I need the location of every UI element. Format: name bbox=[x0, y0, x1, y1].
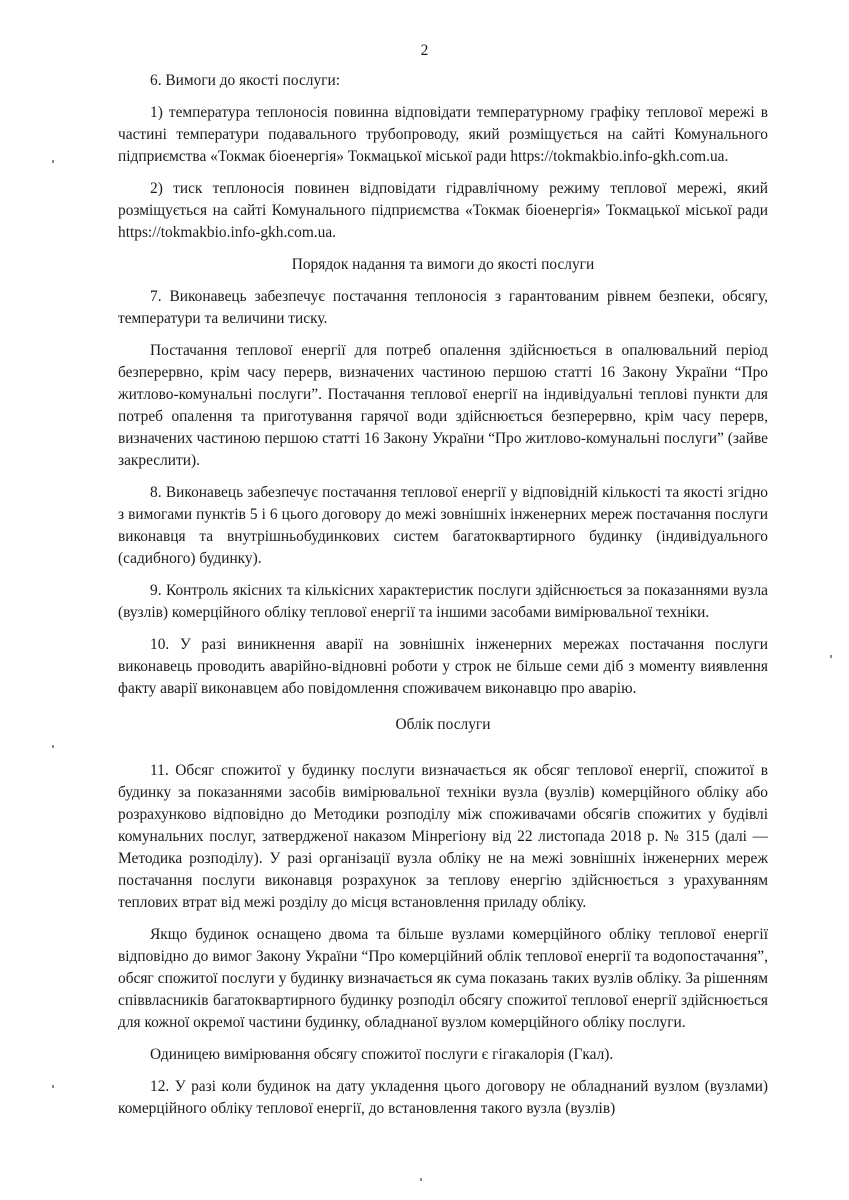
scan-speck bbox=[830, 655, 832, 658]
paragraph-9: 9. Контроль якісних та кількісних характеристик послуги здійснюється за показаннями вузла (вузлів) комерційного обліку теплової енергії та іншими засобами вимірювальної техніки. bbox=[118, 582, 768, 621]
scan-speck bbox=[52, 160, 54, 163]
paragraph-8: 8. Виконавець забезпечує постачання теплової енергії у відповідній кількості та якості згідно з вимогами пунктів 5 і 6 цього договору до межі зовнішніх інженерних мереж постачання послуги виконавця та внутрішньобудинкових систем багатоквартирного будинку (індивідуального (садибного) будинку). bbox=[118, 484, 768, 567]
paragraph-heat-supply: Постачання теплової енергії для потреб опалення здійснюється в опалювальний період безперервно, крім часу перерв, визначених частиною першою статті 16 Закону України “Про житлово-комунальні послуги”. Постачання теплової енергії на індивідуальні теплові пункти для потреб опалення та приготування гарячої води здійснюється безперервно, крім часу перерв, визначених частиною першою статті 16 Закону України “Про житлово-комунальні послуги” (зайве закреслити). bbox=[118, 342, 768, 469]
heading-provision-order: Порядок надання та вимоги до якості послуги bbox=[291, 256, 595, 273]
heading-service-accounting: Облік послуги bbox=[395, 716, 491, 733]
paragraph-section-6: 6. Вимоги до якості послуги: bbox=[150, 72, 340, 89]
page-number: 2 bbox=[420, 42, 429, 59]
paragraph-11: 11. Обсяг спожитої у будинку послуги визначається як обсяг теплової енергії, спожитої в будинку за показаннями засобів вимірювальної техніки вузла (вузлів) комерційного обліку або розрахунково відповідно до Методики розподілу між споживачами обсягів спожитих у будівлі комунальних послуг, затвердженої наказом Мінрегіону від 22 листопада 2018 р. № 315 (далі — Методика розподілу). У разі організації вузла обліку не на межі зовнішніх інженерних мереж постачання послуги виконавця розрахунок за теплову енергію здійснюється з урахуванням теплових втрат від межі розділу до місця встановлення приладу обліку. bbox=[118, 762, 768, 911]
paragraph-10: 10. У разі виникнення аварії на зовнішніх інженерних мережах постачання послуги виконавець проводить аварійно-відновні роботи у строк не більше семи діб з моменту виявлення факту аварії виконавцем або повідомлення споживачем виконавцю про аварію. bbox=[118, 636, 768, 697]
paragraph-unit: Одиницею вимірювання обсягу спожитої послуги є гігакалорія (Гкал). bbox=[150, 1046, 614, 1063]
paragraph-item-1: 1) температура теплоносія повинна відповідати температурному графіку теплової мережі в частині температури подавального трубопроводу, який розміщується на сайті Комунального підприємства «Токмак біоенергія» Токмацької міської ради https://tokmakbio.info-gkh.com.ua. bbox=[118, 104, 768, 165]
scan-speck bbox=[52, 1085, 54, 1088]
paragraph-multiple-meters: Якщо будинок оснащено двома та більше вузлами комерційного обліку теплової енергії відповідно до вимог Закону України “Про комерційний облік теплової енергії та водопостачання”, обсяг спожитої послуги у будинку визначається як сума показань таких вузлів обліку. За рішенням співвласників багатоквартирного будинку розподіл обсягу спожитої теплової енергії здійснюється для кожної окремої частини будинку, обладнаної вузлом комерційного обліку послуги. bbox=[118, 926, 768, 1031]
document-body bbox=[118, 70, 768, 1120]
paragraph-12: 12. У разі коли будинок на дату укладення цього договору не обладнаний вузлом (вузлами) комерційного обліку теплової енергії, до встановлення такого вузла (вузлів) bbox=[118, 1078, 768, 1117]
paragraph-item-2: 2) тиск теплоносія повинен відповідати гідравлічному режиму теплової мережі, який розміщується на сайті Комунального підприємства «Токмак біоенергія» Токмацької міської ради https://tokmakbio.info-gkh.com.ua. bbox=[118, 180, 768, 241]
paragraph-7: 7. Виконавець забезпечує постачання теплоносія з гарантованим рівнем безпеки, обсягу, температури та величини тиску. bbox=[118, 288, 768, 327]
scan-speck bbox=[420, 1178, 422, 1181]
scan-speck bbox=[52, 745, 54, 748]
